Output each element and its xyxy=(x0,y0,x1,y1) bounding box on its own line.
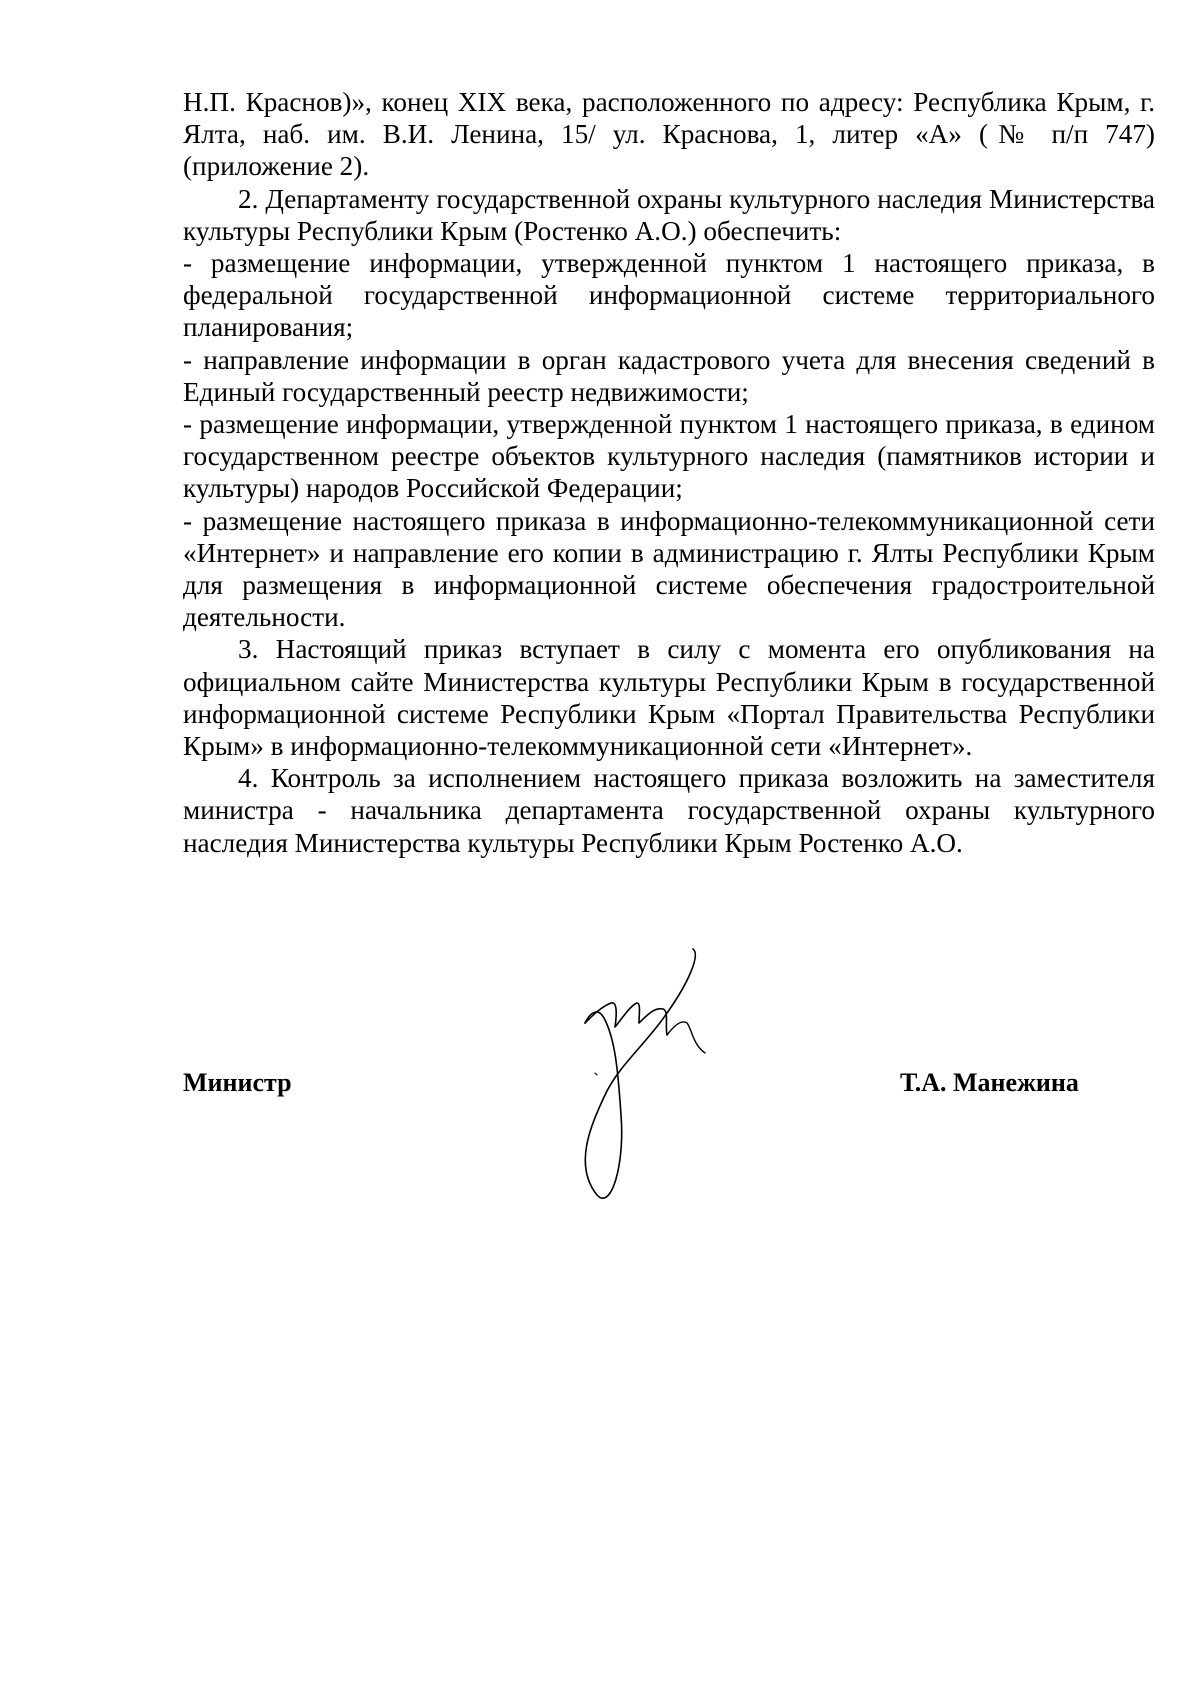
bullet-item: - размещение информации, утвержденной пунктом 1 настоящего приказа, в едином государственном реестре объектов культурного наследия (памятников истории и культуры) народов Российской Федерации; xyxy=(183,409,1155,504)
bullet-item: - размещение настоящего приказа в информационно-телекоммуникационной сети «Интернет» и направление его копии в администрацию г. Ялты Республики Крым для размещения в информационной системе обеспечения градостроительной деятельности. xyxy=(183,505,1155,633)
paragraph-item-2: 2. Департаменту государственной охраны культурного наследия Министерства культуры Республики Крым (Ростенко А.О.) обеспечить: xyxy=(183,183,1155,246)
paragraph-item-4: 4. Контроль за исполнением настоящего приказа возложить на заместителя министра - начальника департамента государственной охраны культурного наследия Министерства культуры Республики Крым Ростенко А.О. xyxy=(183,763,1155,858)
signature-stroke xyxy=(667,1022,705,1053)
paragraph-continuation: Н.П. Краснов)», конец XIX века, расположенного по адресу: Республика Крым, г. Ялта, наб. им. В.И. Ленина, 15/ ул. Краснова, 1, литер «А» (№ п/п 747) (приложение 2). xyxy=(183,87,1155,182)
bullet-item: - направление информации в орган кадастрового учета для внесения сведений в Единый государственный реестр недвижимости; xyxy=(183,344,1155,407)
document-body xyxy=(183,86,1155,859)
handwritten-signature xyxy=(555,945,755,1205)
bullet-item: - размещение информации, утвержденной пунктом 1 настоящего приказа, в федеральной государственной информационной системе территориального планирования; xyxy=(183,248,1155,343)
signature-stroke xyxy=(595,1073,597,1075)
signature-stroke xyxy=(585,949,695,1198)
signer-position: Министр xyxy=(183,1068,292,1097)
signer-name: Т.А. Манежина xyxy=(900,1068,1079,1097)
paragraph-item-3: 3. Настоящий приказ вступает в силу с момента его опубликования на официальном сайте Министерства культуры Республики Крым в государственной информационной системе Республики Крым «Портал Правительства Республики Крым» в информационно-телекоммуникационной сети «Интернет». xyxy=(183,634,1155,762)
